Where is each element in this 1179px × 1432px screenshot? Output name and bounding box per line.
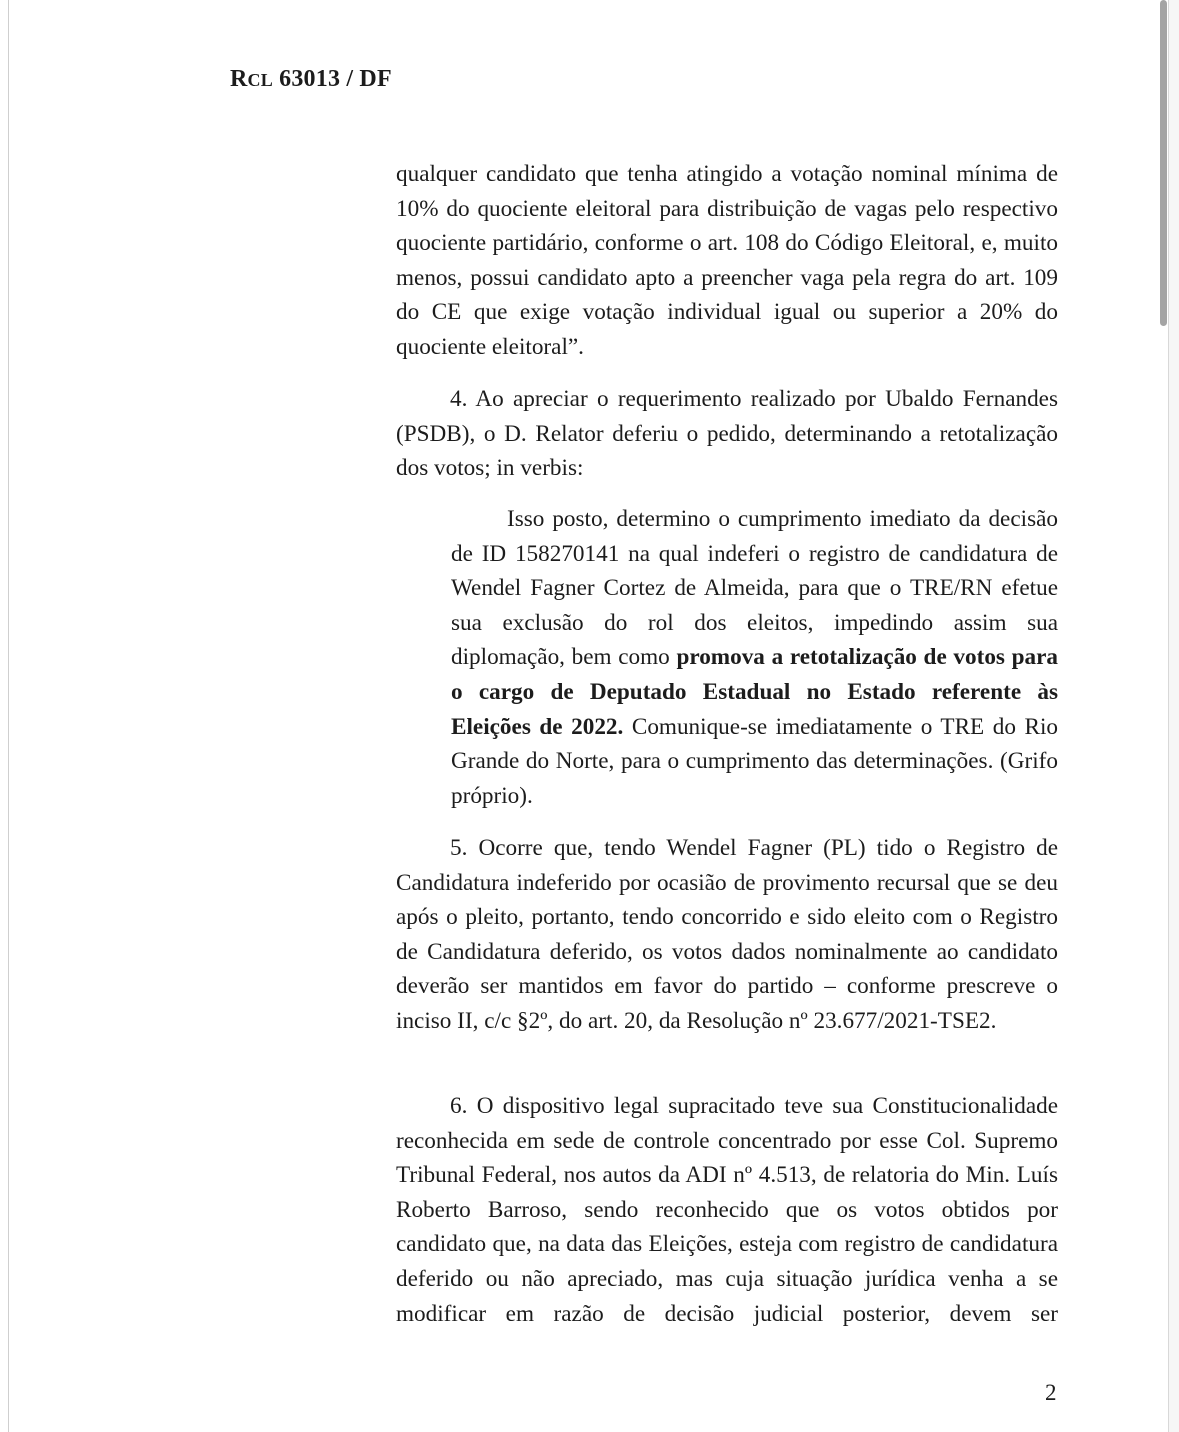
paragraph-6 bbox=[396, 1089, 1058, 1331]
case-reference-initial: R bbox=[230, 66, 248, 92]
paragraph-continuation-text: qualquer candidato que tenha atingido a votação nominal mínima de 10% do quociente eleitoral para distribuição de vagas pelo respectivo quociente partidário, conforme o art. 108 do Código Eleitoral, e, muito menos, possui candidato apto a preencher vaga pela regra do art. 109 do CE que exige votação individual igual ou superior a 20% do quociente eleitoral”. bbox=[396, 161, 1058, 360]
block-quote-text bbox=[451, 502, 1058, 813]
scrollbar-track[interactable] bbox=[1169, 0, 1179, 1432]
case-reference-number: 63013 / DF bbox=[272, 66, 392, 92]
scrollbar-thumb[interactable] bbox=[1160, 0, 1167, 326]
paragraph-continuation bbox=[396, 157, 1058, 365]
quote-text-part2: Comunique-se imediatamente o TRE do Rio Grande do Norte, para o cumprimento das determinações. (Grifo próprio). bbox=[451, 713, 1059, 809]
case-reference-smallcaps: CL bbox=[247, 70, 273, 90]
block-quote bbox=[451, 502, 1058, 813]
page-number: 2 bbox=[1045, 1380, 1057, 1405]
paragraph-5-text: 5. Ocorre que, tendo Wendel Fagner (PL) tido o Registro de Candidatura indeferido por ocasião de provimento recursal que se deu após o pleito, portanto, tendo concorrido e sido eleito com o Registro de Candidatura deferido, os votos dados nominalmente ao candidato deverão ser mantidos em favor do partido – conforme prescreve o inciso II, c/c §2º, do art. 20, da Resolução nº 23.677/2021-TSE2. bbox=[396, 835, 1058, 1034]
paragraph-6-text: 6. O dispositivo legal supracitado teve sua Constitucionalidade reconhecida em sede de controle concentrado por esse Col. Supremo Tribunal Federal, nos autos da ADI nº 4.513, de relatoria do Min. Luís Roberto Barroso, sendo reconhecido que os votos obtidos por candidato que, na data das Eleições, esteja com registro de candidatura deferido ou não apreciado, mas cuja situação jurídica venha a se modificar em razão de decisão judicial posterior, devem ser bbox=[396, 1093, 1058, 1327]
quote-text-bold: promova a retotalização de votos para o cargo de Deputado Estadual no Estado referente às Eleições de 2022. bbox=[451, 644, 1059, 740]
paragraph-4 bbox=[396, 382, 1058, 486]
paragraph-4-text: 4. Ao apreciar o requerimento realizado por Ubaldo Fernandes (PSDB), o D. Relator deferiu o pedido, determinando a retotalização dos votos; in verbis: bbox=[396, 386, 1058, 482]
case-reference-header bbox=[230, 66, 392, 93]
paragraph-5 bbox=[396, 831, 1058, 1039]
quote-text-part1: Isso posto, determino o cumprimento imediato da decisão de ID 158270141 na qual indeferi o registro de candidatura de Wendel Fagner Cortez de Almeida, para que o TRE/RN efetue sua exclusão do rol dos eleitos, impedindo assim sua diplomação, bem como bbox=[451, 506, 1058, 671]
